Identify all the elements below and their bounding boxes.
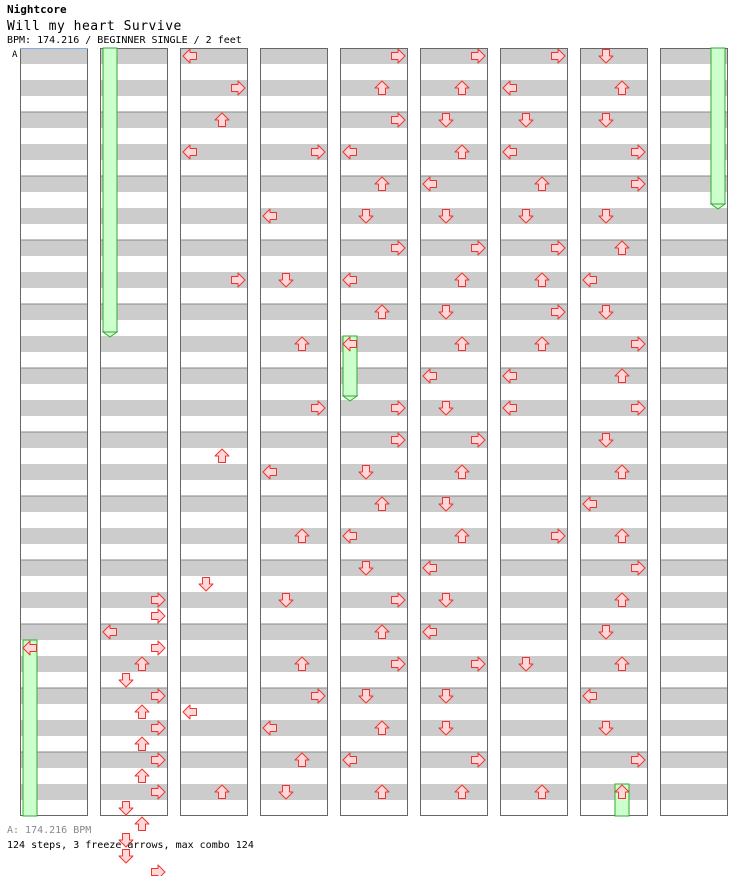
beat-stripe bbox=[660, 400, 728, 416]
beat-stripe bbox=[340, 688, 408, 704]
beat-stripe bbox=[500, 176, 568, 192]
beat-stripe bbox=[260, 528, 328, 544]
beat-stripe bbox=[20, 432, 88, 448]
beat-stripe bbox=[420, 144, 488, 160]
beat-stripe bbox=[100, 400, 168, 416]
beat-stripe bbox=[500, 752, 568, 768]
beat-stripe bbox=[180, 368, 248, 384]
beat-stripe bbox=[660, 720, 728, 736]
beat-stripe bbox=[580, 528, 648, 544]
beat-stripe bbox=[180, 752, 248, 768]
beat-stripe bbox=[420, 528, 488, 544]
up-arrow-icon bbox=[135, 817, 149, 831]
beat-stripe bbox=[660, 688, 728, 704]
chart-column bbox=[340, 48, 408, 816]
beat-stripe bbox=[500, 592, 568, 608]
chart-column bbox=[420, 48, 488, 816]
bpm-marker-label: A bbox=[12, 50, 18, 60]
beat-stripe bbox=[580, 656, 648, 672]
beat-stripe bbox=[260, 80, 328, 96]
beat-stripe bbox=[20, 144, 88, 160]
beat-stripe bbox=[180, 720, 248, 736]
beat-stripe bbox=[580, 48, 648, 64]
beat-stripe bbox=[20, 336, 88, 352]
beat-stripe bbox=[20, 560, 88, 576]
down-arrow-icon bbox=[119, 850, 133, 864]
beat-stripe bbox=[180, 560, 248, 576]
beat-stripe bbox=[660, 592, 728, 608]
beat-stripe bbox=[20, 80, 88, 96]
beat-stripe bbox=[660, 304, 728, 320]
beat-stripe bbox=[660, 624, 728, 640]
beat-stripe bbox=[420, 272, 488, 288]
artist-name: Nightcore bbox=[7, 3, 67, 16]
beat-stripe bbox=[180, 784, 248, 800]
beat-stripe bbox=[420, 304, 488, 320]
chart-stats: 124 steps, 3 freeze arrows, max combo 124 bbox=[7, 840, 254, 851]
beat-stripe bbox=[340, 784, 408, 800]
beat-stripe bbox=[580, 304, 648, 320]
beat-stripe bbox=[100, 336, 168, 352]
beat-stripe bbox=[340, 176, 408, 192]
beat-stripe bbox=[660, 528, 728, 544]
beat-stripe bbox=[20, 496, 88, 512]
beat-stripe bbox=[340, 624, 408, 640]
beat-stripe bbox=[660, 656, 728, 672]
right-arrow-icon bbox=[152, 865, 166, 876]
beat-stripe bbox=[580, 112, 648, 128]
beat-stripe bbox=[660, 784, 728, 800]
beat-stripe bbox=[420, 80, 488, 96]
beat-stripe bbox=[420, 464, 488, 480]
beat-stripe bbox=[180, 464, 248, 480]
beat-stripe bbox=[660, 432, 728, 448]
beat-stripe bbox=[260, 368, 328, 384]
beat-stripe bbox=[420, 688, 488, 704]
beat-stripe bbox=[500, 464, 568, 480]
beat-stripe bbox=[180, 624, 248, 640]
beat-stripe bbox=[180, 112, 248, 128]
beat-stripe bbox=[180, 656, 248, 672]
beat-stripe bbox=[340, 560, 408, 576]
chart-column bbox=[500, 48, 568, 816]
beat-stripe bbox=[500, 784, 568, 800]
beat-stripe bbox=[260, 784, 328, 800]
beat-stripe bbox=[260, 48, 328, 64]
beat-stripe bbox=[500, 656, 568, 672]
beat-stripe bbox=[420, 336, 488, 352]
beat-stripe bbox=[100, 560, 168, 576]
beat-stripe bbox=[500, 688, 568, 704]
beat-stripe bbox=[500, 272, 568, 288]
beat-stripe bbox=[20, 464, 88, 480]
beat-stripe bbox=[420, 112, 488, 128]
beat-stripe bbox=[420, 784, 488, 800]
beat-stripe bbox=[260, 176, 328, 192]
beat-stripe bbox=[20, 528, 88, 544]
beat-stripe bbox=[660, 368, 728, 384]
beat-stripe bbox=[420, 592, 488, 608]
beat-stripe bbox=[20, 176, 88, 192]
freeze-arrow bbox=[711, 48, 725, 209]
beat-stripe bbox=[180, 304, 248, 320]
beat-stripe bbox=[260, 592, 328, 608]
beat-stripe bbox=[260, 752, 328, 768]
beat-stripe bbox=[340, 720, 408, 736]
beat-stripe bbox=[500, 336, 568, 352]
beat-stripe bbox=[100, 528, 168, 544]
beat-stripe bbox=[660, 272, 728, 288]
beat-stripe bbox=[20, 624, 88, 640]
beat-stripe bbox=[20, 592, 88, 608]
beat-stripe bbox=[20, 208, 88, 224]
beat-stripe bbox=[20, 272, 88, 288]
beat-stripe bbox=[260, 336, 328, 352]
beat-stripe bbox=[420, 400, 488, 416]
beat-stripe bbox=[180, 688, 248, 704]
beat-stripe bbox=[340, 304, 408, 320]
beat-stripe bbox=[180, 400, 248, 416]
beat-stripe bbox=[500, 496, 568, 512]
beat-stripe bbox=[20, 112, 88, 128]
beat-stripe bbox=[420, 208, 488, 224]
beat-stripe bbox=[500, 560, 568, 576]
beat-stripe bbox=[500, 208, 568, 224]
beat-stripe bbox=[260, 272, 328, 288]
beat-stripe bbox=[580, 464, 648, 480]
beat-stripe bbox=[260, 560, 328, 576]
beat-stripe bbox=[500, 432, 568, 448]
beat-stripe bbox=[340, 464, 408, 480]
beat-stripe bbox=[660, 336, 728, 352]
beat-stripe bbox=[500, 112, 568, 128]
beat-stripe bbox=[580, 720, 648, 736]
beat-stripe bbox=[340, 496, 408, 512]
freeze-body bbox=[711, 48, 725, 204]
beat-stripe bbox=[180, 432, 248, 448]
freeze-arrow bbox=[103, 48, 117, 337]
beat-stripe bbox=[340, 208, 408, 224]
beat-stripe bbox=[180, 176, 248, 192]
beat-stripe bbox=[180, 496, 248, 512]
beat-stripe bbox=[180, 240, 248, 256]
beat-stripe bbox=[260, 656, 328, 672]
beat-stripe bbox=[500, 624, 568, 640]
beat-stripe bbox=[580, 784, 648, 800]
beat-stripe bbox=[340, 80, 408, 96]
beat-stripe bbox=[260, 432, 328, 448]
beat-stripe bbox=[580, 80, 648, 96]
beat-stripe bbox=[100, 656, 168, 672]
beat-stripe bbox=[260, 304, 328, 320]
beat-stripe bbox=[660, 240, 728, 256]
beat-stripe bbox=[660, 752, 728, 768]
chart-column bbox=[180, 48, 248, 816]
beat-stripe bbox=[180, 528, 248, 544]
beat-stripe bbox=[660, 496, 728, 512]
beat-stripe bbox=[580, 592, 648, 608]
beat-stripe bbox=[260, 624, 328, 640]
beat-stripe bbox=[420, 496, 488, 512]
beat-stripe bbox=[660, 208, 728, 224]
beat-stripe bbox=[260, 240, 328, 256]
beat-stripe bbox=[180, 592, 248, 608]
freeze-arrow bbox=[23, 640, 37, 816]
beat-stripe bbox=[20, 48, 88, 64]
beat-stripe bbox=[20, 240, 88, 256]
beat-stripe bbox=[580, 368, 648, 384]
beat-stripe bbox=[660, 464, 728, 480]
freeze-body bbox=[103, 48, 117, 332]
beat-stripe bbox=[180, 208, 248, 224]
freeze-body bbox=[23, 640, 37, 816]
beat-stripe bbox=[420, 720, 488, 736]
beat-stripe bbox=[500, 720, 568, 736]
beat-stripe bbox=[580, 208, 648, 224]
song-title: Will my heart Survive bbox=[7, 19, 182, 34]
beat-stripe bbox=[660, 560, 728, 576]
beat-stripe bbox=[20, 368, 88, 384]
beat-stripe bbox=[20, 400, 88, 416]
beat-stripe bbox=[180, 336, 248, 352]
chart-info: BPM: 174.216 / BEGINNER SINGLE / 2 feet bbox=[7, 35, 242, 46]
beat-stripe bbox=[580, 624, 648, 640]
beat-stripe bbox=[20, 304, 88, 320]
bpm-legend: A: 174.216 BPM bbox=[7, 825, 92, 836]
beat-stripe bbox=[260, 496, 328, 512]
beat-stripe bbox=[260, 112, 328, 128]
beat-stripe bbox=[580, 240, 648, 256]
beat-stripe bbox=[100, 432, 168, 448]
beat-stripe bbox=[100, 464, 168, 480]
beat-stripe bbox=[580, 432, 648, 448]
beat-stripe bbox=[100, 368, 168, 384]
beat-stripe bbox=[100, 496, 168, 512]
